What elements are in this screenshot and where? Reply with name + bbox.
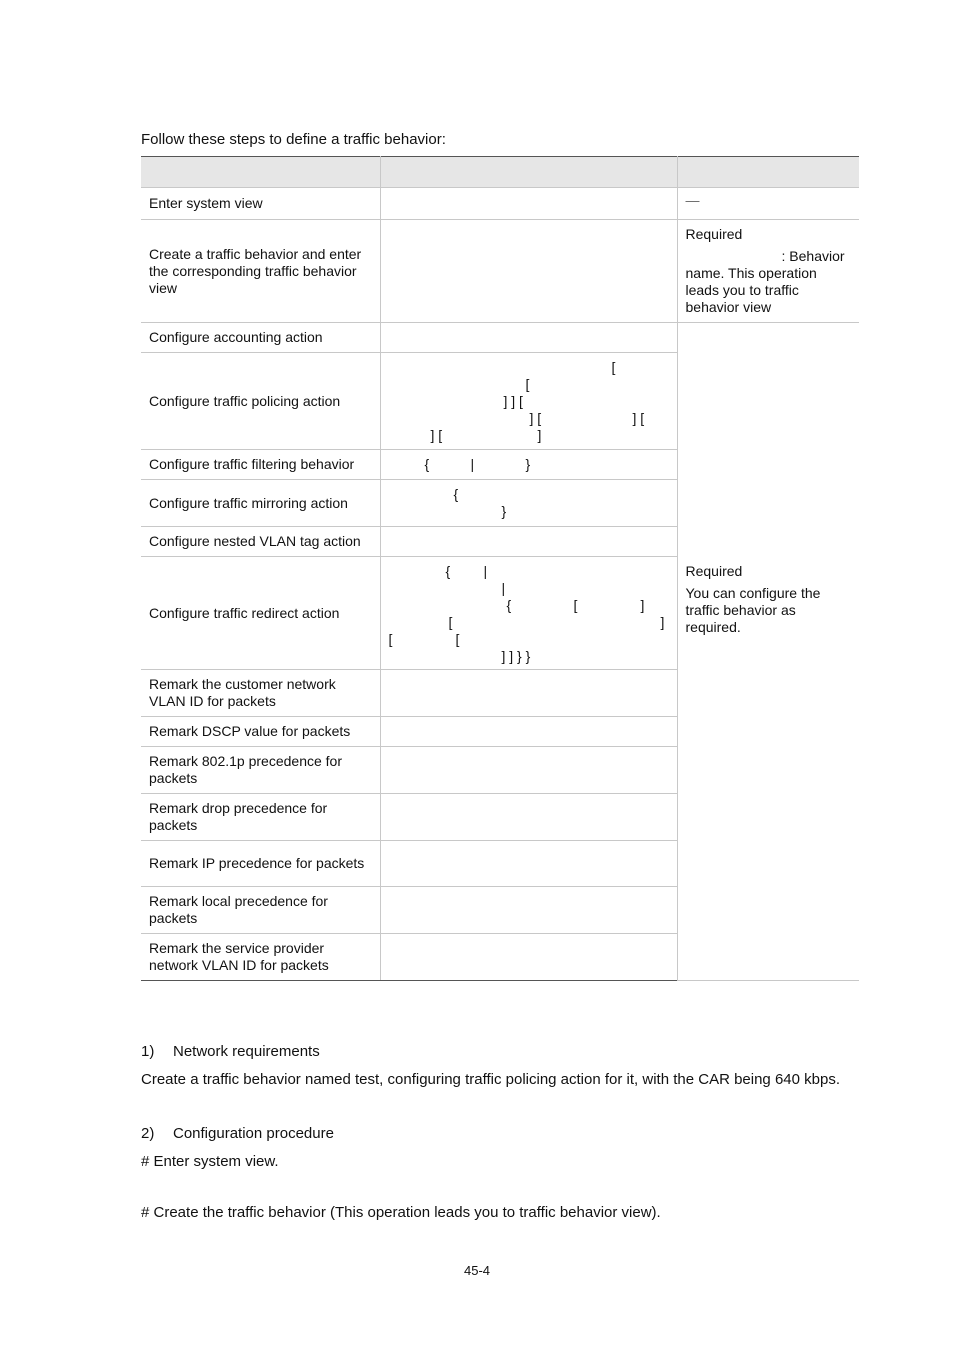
- command-cell: [380, 527, 677, 557]
- operation-cell: Configure accounting action: [141, 323, 380, 353]
- header-command: [380, 157, 677, 188]
- remark-required: Required: [685, 226, 743, 242]
- syntax-fragment: }: [525, 456, 531, 472]
- operation-cell: Configure nested VLAN tag action: [141, 527, 380, 557]
- operation-cell: Remark local precedence for packets: [141, 887, 380, 934]
- syntax-fragment: {: [453, 486, 459, 502]
- header-operation: [141, 157, 380, 188]
- syntax-fragment: {: [445, 563, 451, 579]
- intro-text: Follow these steps to define a traffic behavior:: [141, 131, 446, 148]
- steps-table: [141, 156, 859, 981]
- command-cell: [380, 747, 677, 794]
- operation-cell: Remark the customer network VLAN ID for packets: [141, 670, 380, 717]
- command-cell: [380, 188, 677, 220]
- syntax-fragment: }: [501, 503, 507, 519]
- operation-cell: Configure traffic mirroring action: [141, 480, 380, 527]
- syntax-fragment: ]: [537, 427, 542, 443]
- syntax-fragment: ]: [640, 597, 645, 613]
- merged-remark-cell: [677, 323, 859, 981]
- operation-cell: Configure traffic policing action: [141, 353, 380, 450]
- command-cell: [380, 450, 677, 480]
- syntax-fragment: |: [483, 563, 488, 579]
- syntax-fragment: |: [501, 580, 506, 596]
- list-item-network-requirements: [141, 1039, 320, 1065]
- list-heading: Network requirements: [173, 1043, 320, 1060]
- command-cell: [380, 480, 677, 527]
- operation-cell: Enter system view: [141, 188, 380, 220]
- remark-description: You can configure the traffic behavior as required.: [685, 585, 821, 635]
- syntax-fragment: [: [388, 631, 393, 647]
- syntax-fragment: ] [: [632, 410, 645, 426]
- header-remarks: [677, 157, 859, 188]
- command-cell: [380, 353, 677, 450]
- page-number: 45-4: [463, 1263, 491, 1278]
- table-row: [141, 188, 859, 220]
- operation-cell: Remark drop precedence for packets: [141, 794, 380, 841]
- body-paragraph: Create a traffic behavior named test, configuring traffic policing action for it, with the CAR being 640 kbps.: [141, 1071, 840, 1088]
- list-number: 2): [141, 1125, 155, 1142]
- syntax-fragment: [: [455, 631, 460, 647]
- command-cell: [380, 220, 677, 323]
- command-cell: [380, 670, 677, 717]
- operation-cell: Configure traffic redirect action: [141, 557, 380, 670]
- body-paragraph: # Create the traffic behavior (This operation leads you to traffic behavior view).: [141, 1204, 661, 1221]
- remark-required: Required: [685, 563, 743, 579]
- syntax-fragment: [: [448, 614, 453, 630]
- operation-cell: Remark the service provider network VLAN ID for packets: [141, 934, 380, 981]
- command-cell: [380, 934, 677, 981]
- list-item-configuration-procedure: [141, 1121, 334, 1147]
- syntax-fragment: ] ] [: [503, 393, 523, 409]
- list-number: 1): [141, 1043, 155, 1060]
- syntax-fragment: ]: [660, 614, 665, 630]
- operation-cell: Configure traffic filtering behavior: [141, 450, 380, 480]
- remark-description: : Behavior name. This operation leads you to traffic behavior view: [685, 248, 845, 315]
- command-cell: [380, 841, 677, 887]
- syntax-fragment: {: [424, 456, 430, 472]
- list-heading: Configuration procedure: [173, 1125, 334, 1142]
- operation-cell: Create a traffic behavior and enter the corresponding traffic behavior view: [141, 220, 380, 323]
- remark-dash: —: [685, 192, 700, 208]
- operation-cell: Remark 802.1p precedence for packets: [141, 747, 380, 794]
- syntax-fragment: ] ] } }: [501, 648, 531, 664]
- syntax-fragment: [: [611, 359, 616, 375]
- syntax-fragment: ] [: [430, 427, 443, 443]
- syntax-fragment: |: [470, 456, 475, 472]
- body-paragraph: # Enter system view.: [141, 1153, 279, 1170]
- syntax-fragment: {: [506, 597, 512, 613]
- command-cell: [380, 887, 677, 934]
- syntax-fragment: [: [525, 376, 530, 392]
- remark-cell: [677, 220, 859, 323]
- operation-cell: Remark IP precedence for packets: [141, 841, 380, 887]
- table-row: [141, 323, 859, 353]
- command-cell: [380, 717, 677, 747]
- table-header-row: [141, 157, 859, 188]
- syntax-fragment: ] [: [529, 410, 542, 426]
- command-cell: [380, 557, 677, 670]
- command-cell: [380, 794, 677, 841]
- syntax-fragment: [: [573, 597, 578, 613]
- remark-cell: [677, 188, 859, 220]
- operation-cell: Remark DSCP value for packets: [141, 717, 380, 747]
- table-row: [141, 220, 859, 323]
- command-cell: [380, 323, 677, 353]
